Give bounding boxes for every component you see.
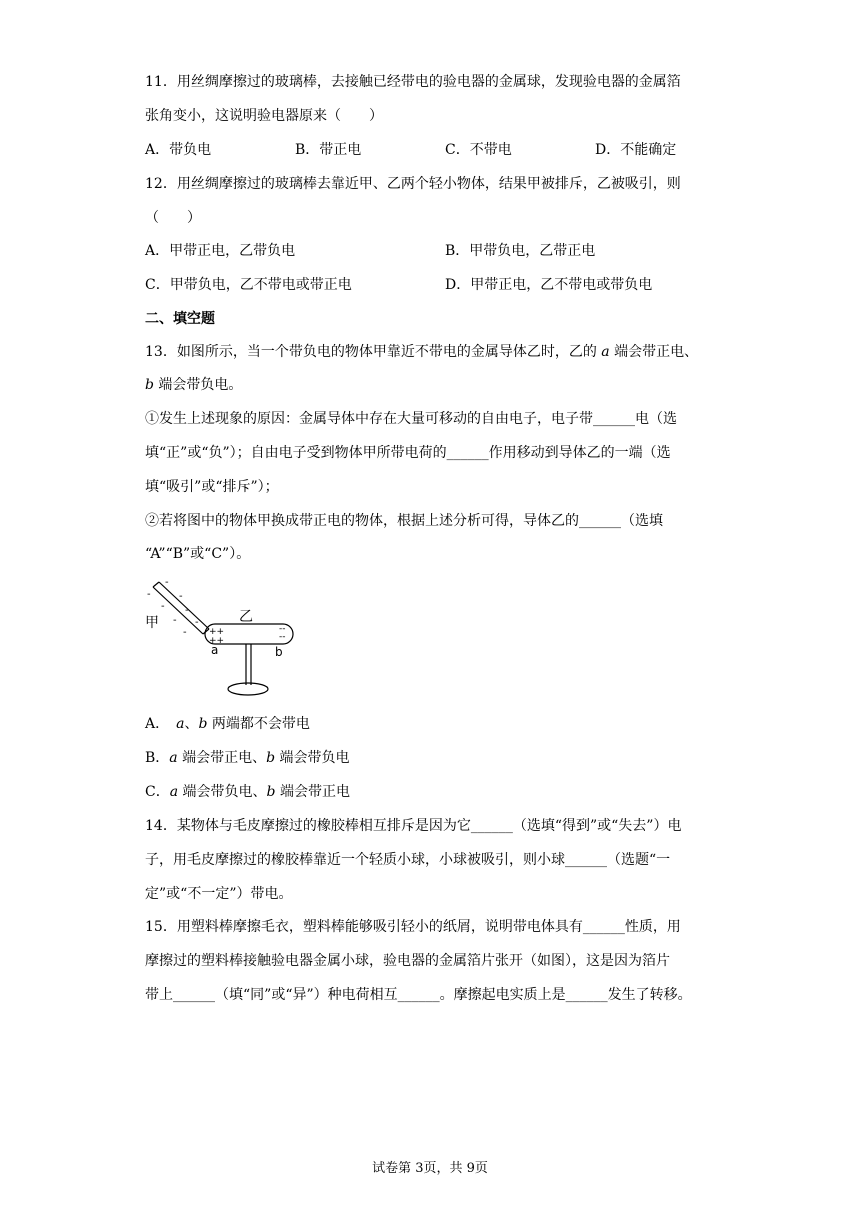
end-a: a [176,716,185,732]
q13-stem-line2 [145,375,242,395]
minus-sign: - [147,589,151,600]
label-yi: 乙 [239,609,253,625]
q14-stem-line1: 14．某物体与毛皮摩擦过的橡胶棒相互排斥是因为它______（选填“得到”或“失去”）电 [145,818,682,834]
page-footer: 试卷第 3页，共 9页 [372,1161,488,1176]
q11-option-c[interactable]: C．不带电 [445,142,512,158]
q13-stem-line1 [145,342,698,362]
end-a: a [169,750,178,766]
minus-sign: - [173,615,177,626]
q13-option-c[interactable] [145,782,350,802]
q13-part2-line1: ②若将图中的物体甲换成带正电的物体，根据上述分析可得，导体乙的______（选填 [145,513,663,529]
minus-sign: - [161,601,165,612]
section-title-fill-in: 二、填空题 [145,311,215,327]
label-a: a [211,643,219,657]
q12-option-c[interactable]: C．甲带负电，乙不带电或带正电 [145,277,352,293]
q13-option-a[interactable] [145,714,310,734]
q11-option-b[interactable]: B．带正电 [295,142,362,158]
minus-sign: - [185,605,189,616]
q13-option-b[interactable] [145,748,350,768]
q15-stem-line3: 带上______（填“同”或“异”）种电荷相互______。摩擦起电实质上是______发生了转移。 [145,987,692,1003]
minus-sign: - [183,627,187,638]
q13-stem-text: 13．如图所示，当一个带负电的物体甲靠近不带电的金属导体乙时，乙的 [145,344,602,360]
q12-option-d[interactable]: D．甲带正电，乙不带电或带负电 [445,277,653,293]
electrostatic-induction-figure [143,577,303,703]
end-b: b [198,716,208,732]
q12-stem-line1: 12．用丝绸摩擦过的玻璃棒去靠近甲、乙两个轻小物体，结果甲被排斥，乙被吸引，则 [145,176,681,192]
plus-sign: ++ [209,627,225,637]
end-a: a [169,784,179,800]
q13-part1-line1: ①发生上述现象的原因：金属导体中存在大量可移动的自由电子，电子带______电（选 [145,411,677,427]
end-b: b [266,784,276,800]
rod-jia-edge [159,582,209,629]
q11-stem-line2: 张角变小，这说明验电器原来（ ） [145,108,383,124]
label-jia: 甲 [145,615,159,631]
q15-stem-line2: 摩擦过的塑料棒接触验电器金属小球，验电器的金属箔片张开（如图），这是因为箔片 [145,953,670,969]
q15-stem-line1: 15．用塑料棒摩擦毛衣，塑料棒能够吸引轻小的纸屑，说明带电体具有______性质，用 [145,919,681,935]
q11-option-d[interactable]: D．不能确定 [595,142,677,158]
stand-base [228,683,268,695]
q13-part1-line2: 填“正”或“负”）；自由电子受到物体甲所带电荷的______作用移动到导体乙的一端（选 [145,445,671,461]
q12-option-a[interactable]: A．甲带正电，乙带负电 [145,243,296,259]
minus-sign: - [179,591,183,602]
minus-sign: -- [279,632,286,642]
q12-stem-line2: （ ） [145,210,201,226]
minus-sign: -- [279,624,286,634]
q12-option-b[interactable]: B．甲带负电，乙带正电 [445,243,596,259]
q13-end-b: b [145,377,154,393]
q13-part1-line3: 填“吸引”或“排斥”）； [145,479,279,495]
option-text: 端会带负电 [275,750,350,766]
option-text: 两端都不会带电 [207,716,310,732]
q13-stem-text: 端会带正电、 [609,344,699,360]
q11-option-a[interactable]: A．带负电 [145,142,212,158]
minus-sign: - [165,577,169,588]
plus-sign: ++ [209,636,225,646]
q13-end-a: a [601,344,610,360]
option-label: B． [145,750,170,766]
q13-part2-line2: “A”“B”或“C”）。 [145,546,251,562]
option-label: C． [145,784,170,800]
option-text: 端会带负电、 [178,784,267,800]
option-text: 端会带正电 [275,784,350,800]
minus-sign: - [195,617,199,628]
separator: 、 [184,716,199,732]
option-label: A． [145,716,177,732]
q14-stem-line3: 定”或“不一定”）带电。 [145,886,293,902]
q11-stem-line1: 11．用丝绸摩擦过的玻璃棒，去接触已经带电的验电器的金属球，发现验电器的金属箔 [145,74,681,90]
q14-stem-line2: 子，用毛皮摩擦过的橡胶棒靠近一个轻质小球，小球被吸引，则小球______（选题“一 [145,852,671,868]
q13-stem-text: 端会带负电。 [153,377,243,393]
label-b: b [275,645,283,659]
end-b: b [266,750,276,766]
rod-jia-end [153,582,159,587]
option-text: 端会带正电、 [177,750,267,766]
